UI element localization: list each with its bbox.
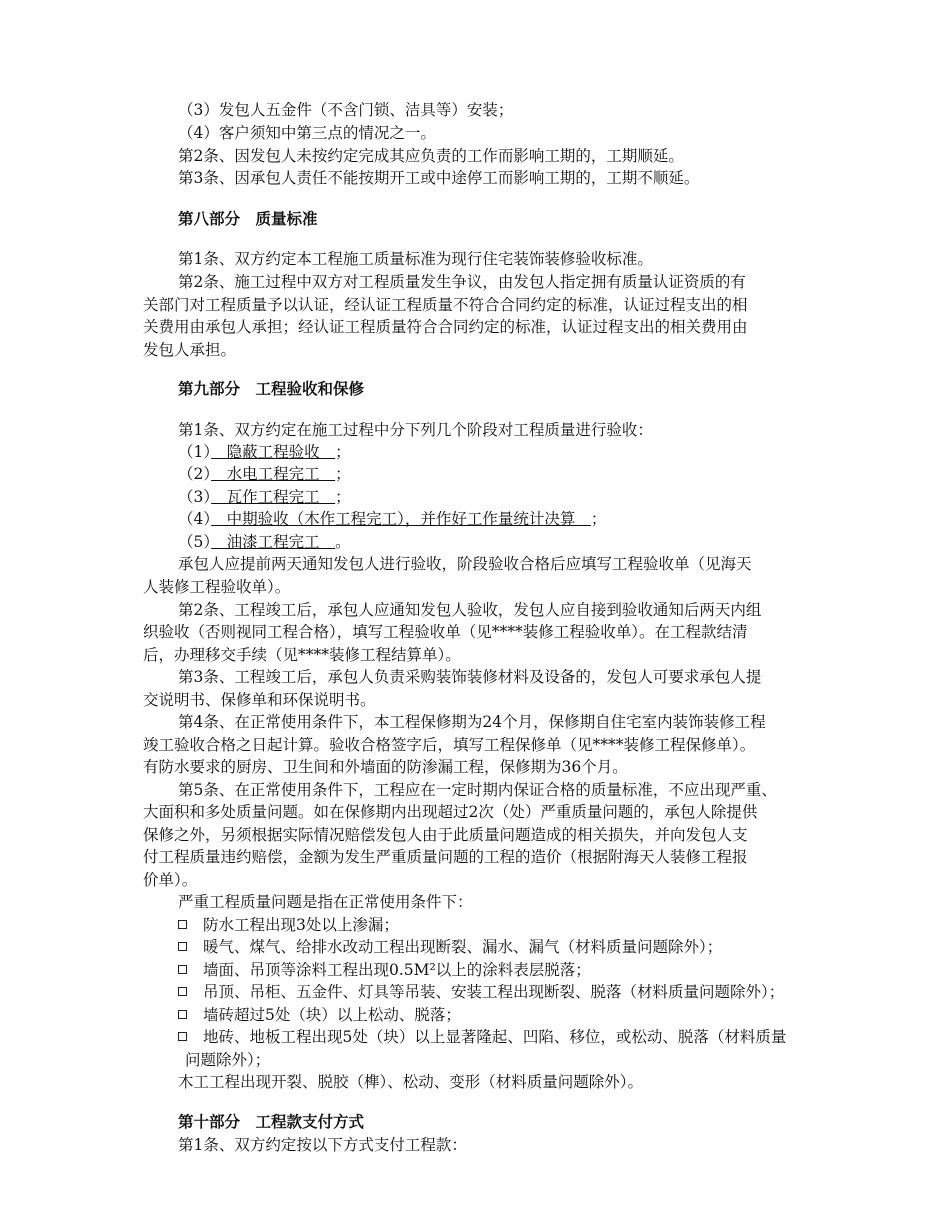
text-line: 第2条、工程竣工后，承包人应通知发包人验收，发包人应自接到验收通知后两天内组 bbox=[178, 601, 762, 619]
stage-number: （4） bbox=[178, 510, 212, 528]
section-heading-part8: 第八部分 质量标准 bbox=[178, 210, 318, 228]
checkbox-bullet-icon bbox=[178, 942, 187, 951]
section-heading-part10: 第十部分 工程款支付方式 bbox=[178, 1113, 365, 1131]
stage-end: ； bbox=[590, 510, 607, 528]
text-line: 竣工验收合格之日起计算。验收合格签字后，填写工程保修单（见****装修工程保修单）。 bbox=[143, 736, 756, 754]
stage-number: （3） bbox=[178, 488, 212, 506]
stage-line bbox=[178, 441, 351, 464]
text-line: 付工程质量违约赔偿，金额为发生严重质量问题的工程的造价（根据附海天人装修工程报 bbox=[143, 848, 748, 866]
stage-text: 瓦作工程完工 bbox=[211, 488, 336, 506]
text-line: 第5条、在正常使用条件下，工程应在一定时期内保证合格的质量标准，不应出现严重、 bbox=[178, 781, 777, 799]
stage-end: ； bbox=[335, 443, 351, 461]
text-line: 有防水要求的厨房、卫生间和外墙面的防渗漏工程，保修期为36个月。 bbox=[143, 758, 628, 776]
checkbox-bullet-icon bbox=[178, 987, 187, 996]
stage-text: 隐蔽工程验收 bbox=[211, 443, 336, 461]
bullet-item: 地砖、地板工程出现5处（块）以上显著隆起、凹陷、移位，或松动、脱落（材料质量 bbox=[203, 1028, 787, 1046]
stage-number: （2） bbox=[178, 465, 212, 483]
text-line: 第2条、施工过程中双方对工程质量发生争议，由发包人指定拥有质量认证资质的有 bbox=[178, 273, 746, 291]
text-line: 木工工程出现开裂、脱胶（榫）、松动、变形（材料质量问题除外）。 bbox=[178, 1073, 644, 1091]
text-line: 第1条、双方约定按以下方式支付工程款： bbox=[178, 1136, 467, 1154]
stage-number: （5） bbox=[178, 533, 212, 551]
text-line: 织验收（否则视同工程合格），填写工程验收单（见****装修工程验收单）。在工程款结清 bbox=[143, 623, 748, 641]
text-line: 价单）。 bbox=[143, 871, 198, 889]
text-line: 第3条、工程竣工后，承包人负责采购装饰装修材料及设备的，发包人可要求承包人提 bbox=[178, 668, 762, 686]
text-line: 第3条、因承包人责任不能按期开工或中途停工而影响工期的，工期不顺延。 bbox=[178, 169, 700, 187]
bullet-item-continuation: 问题除外）； bbox=[185, 1051, 271, 1069]
checkbox-bullet-icon bbox=[178, 1032, 187, 1041]
text-line: 人装修工程验收单）。 bbox=[143, 578, 291, 596]
text-line: 关费用由承包人承担；经认证工程质量符合合同约定的标准，认证过程支出的相关费用由 bbox=[143, 318, 748, 336]
stage-end: ； bbox=[335, 465, 351, 483]
checkbox-bullet-icon bbox=[178, 1010, 187, 1019]
text-line: 大面积和多处质量问题。如在保修期内出现超过2次（处）严重质量问题的，承包人除提供 bbox=[143, 803, 758, 821]
bullet-item: 墙面、吊顶等涂料工程出现0.5M²以上的涂料表层脱落； bbox=[203, 961, 591, 979]
text-line: 发包人承担。 bbox=[143, 341, 237, 359]
stage-end: 。 bbox=[335, 533, 351, 551]
bullet-item: 吊顶、吊柜、五金件、灯具等吊装、安装工程出现断裂、脱落（材料质量问题除外）； bbox=[203, 983, 785, 1001]
stage-line bbox=[178, 531, 351, 554]
text-line: 承包人应提前两天通知发包人进行验收，阶段验收合格后应填写工程验收单（见海天 bbox=[178, 555, 752, 573]
stage-line bbox=[178, 463, 351, 486]
text-line: 第1条、双方约定本工程施工质量标准为现行住宅装饰装修验收标准。 bbox=[178, 250, 653, 268]
stage-end: ； bbox=[335, 488, 351, 506]
text-line: （3）发包人五金件（不含门锁、洁具等）安装； bbox=[178, 101, 514, 119]
text-line: 后，办理移交手续（见****装修工程结算单）。 bbox=[143, 646, 461, 664]
text-line: 第4条、在正常使用条件下，本工程保修期为24个月，保修期自住宅室内装饰装修工程 bbox=[178, 713, 766, 731]
text-line: 第2条、因发包人未按约定完成其应负责的工作而影响工期的，工期顺延。 bbox=[178, 147, 684, 165]
text-line: 交说明书、保修单和环保说明书。 bbox=[143, 691, 376, 709]
stage-text: 水电工程完工 bbox=[211, 465, 336, 483]
stage-line bbox=[178, 486, 351, 509]
text-line: 关部门对工程质量予以认证，经认证工程质量不符合合同约定的标准，认证过程支出的相 bbox=[143, 296, 748, 314]
section-heading-part9: 第九部分 工程验收和保修 bbox=[178, 380, 365, 398]
checkbox-bullet-icon bbox=[178, 920, 187, 929]
checkbox-bullet-icon bbox=[178, 965, 187, 974]
text-line: 严重工程质量问题是指在正常使用条件下： bbox=[178, 893, 473, 911]
stage-number: （1） bbox=[178, 443, 212, 461]
text-line: （4）客户须知中第三点的情况之一。 bbox=[178, 124, 436, 142]
stage-line bbox=[178, 508, 606, 531]
text-line: 第1条、双方约定在施工过程中分下列几个阶段对工程质量进行验收： bbox=[178, 421, 653, 439]
bullet-item: 防水工程出现3处以上渗漏； bbox=[203, 916, 399, 934]
bullet-item: 暖气、煤气、给排水改动工程出现断裂、漏水、漏气（材料质量问题除外）； bbox=[203, 938, 723, 956]
stage-text: 油漆工程完工 bbox=[211, 533, 336, 551]
text-line: 保修之外，另须根据实际情况赔偿发包人由于此质量问题造成的相关损失，并向发包人支 bbox=[143, 826, 748, 844]
bullet-item: 墙砖超过5处（块）以上松动、脱落； bbox=[203, 1006, 461, 1024]
stage-text: 中期验收（木作工程完工），并作好工作量统计决算 bbox=[211, 510, 591, 528]
